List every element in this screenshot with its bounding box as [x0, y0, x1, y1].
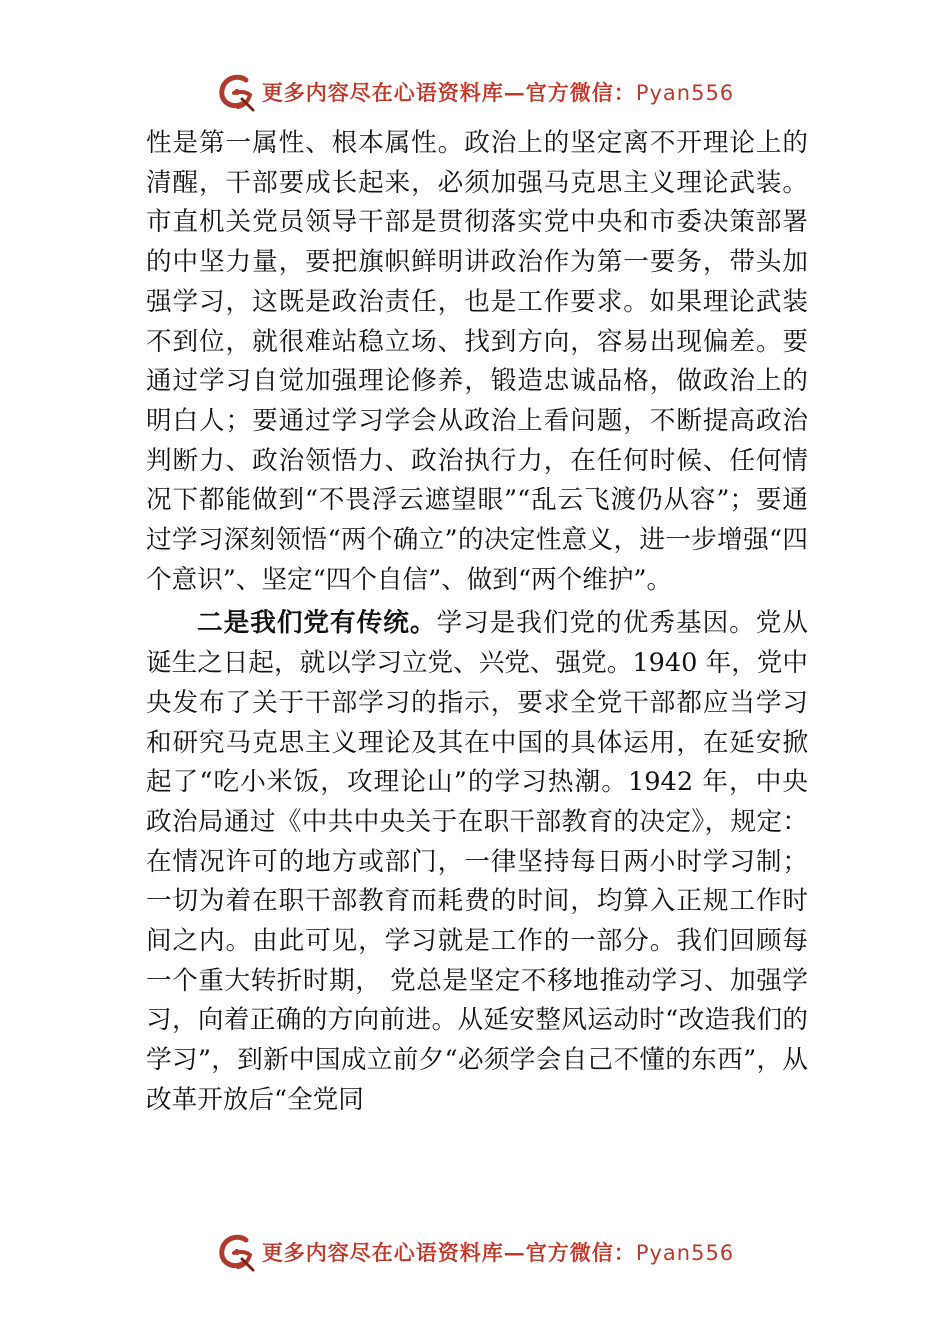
watermark-wechat-id: Pyan556 [635, 81, 735, 105]
watermark-wechat-id: Pyan556 [635, 1241, 735, 1265]
footer-watermark [0, 1230, 950, 1274]
brush-g-logo-icon [216, 71, 258, 113]
brush-g-logo-icon [216, 1231, 258, 1273]
watermark-cn: 更多内容尽在心语资料库—官方微信： [261, 1240, 636, 1265]
paragraph-text: 学习是我们党的优秀基因。党从诞生之日起，就以学习立党、兴党、强党。1940 年，党中央发布了关于干部学习的指示，要求全党干部都应当学习和研究马克思主义理论及其在中国的具体运用，在延安掀起了“吃小米饭，攻理论山”的学习热潮。1942 年，中央政治局通过《中共中央关于在职干部教育的决定》，规定：在情况许可的地方或部门，一律坚持每日两小时学习制；一切为着在职干部教育而耗费的时间，均算入正规工作时间之内。由此可见，学习就是工作的一部分。我们回顾每一个重大转折时期， 党总是坚定不移地推动学习、加强学习，向着正确的方向前进。从延安整风运动时“改造我们的学习”，到新中国成立前夕“必须学会自己不懂的东西”，从改革开放后“全党同 [146, 608, 808, 1115]
document-body [146, 124, 808, 1121]
watermark-text [262, 1237, 734, 1267]
watermark-cn: 更多内容尽在心语资料库—官方微信： [261, 80, 636, 105]
paragraph: 性是第一属性、根本属性。政治上的坚定离不开理论上的清醒，干部要成长起来，必须加强马克思主义理论武装。市直机关党员领导干部是贯彻落实党中央和市委决策部署的中坚力量，要把旗帜鲜明讲政治作为第一要务，带头加强学习，这既是政治责任，也是工作要求。如果理论武装不到位，就很难站稳立场、找到方向，容易出现偏差。要通过学习自觉加强理论修养，锻造忠诚品格，做政治上的明白人；要通过学习学会从政治上看问题，不断提高政治判断力、政治领悟力、政治执行力，在任何时候、任何情况下都能做到“不畏浮云遮望眼”“乱云飞渡仍从容”；要通过学习深刻领悟“两个确立”的决定性意义，进一步增强“四个意识”、坚定“四个自信”、做到“两个维护”。 [146, 128, 808, 595]
paragraph-heading: 二是我们党有传统。 [197, 608, 437, 639]
watermark-text [262, 77, 734, 107]
paragraph [146, 604, 808, 1120]
header-watermark [0, 70, 950, 114]
